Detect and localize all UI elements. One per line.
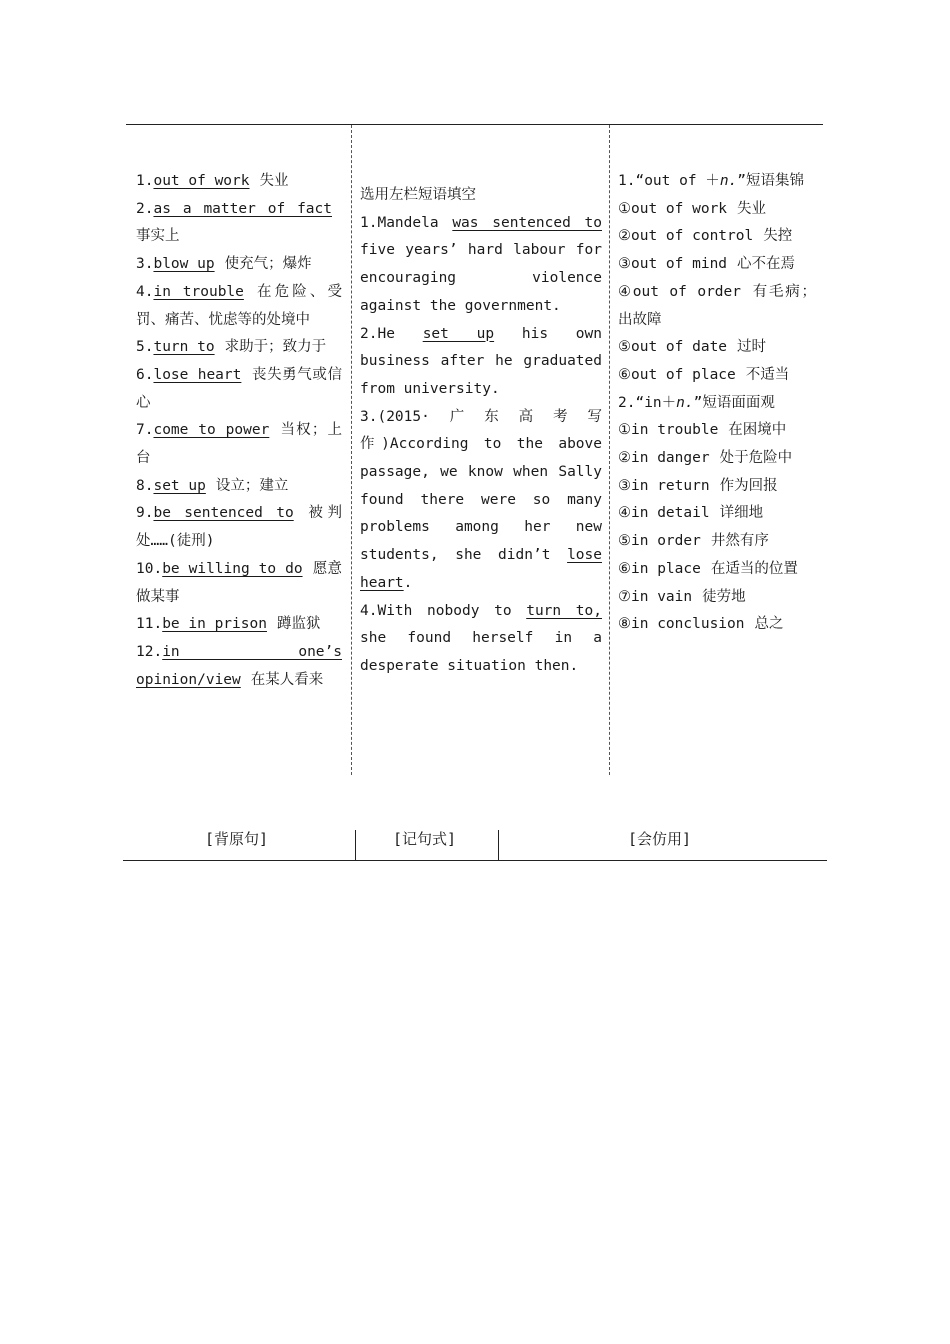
collection-item: ③in return 作为回报	[618, 477, 778, 494]
label-imitate-use: [会仿用]	[628, 830, 692, 848]
phrase-item: 12.in one’s opinion/view 在某人看来	[136, 643, 342, 688]
collection-item: ②out of control 失控	[618, 228, 793, 245]
phrase-collection-column	[618, 168, 816, 639]
phrase-item: 11.be in prison 蹲监狱	[136, 616, 321, 633]
collection-item: ⑥in place 在适当的位置	[618, 560, 798, 577]
footer-divider-2	[498, 830, 499, 860]
phrase-item: 4.in trouble 在危险、受罚、痛苦、忧虑等的处境中	[136, 283, 342, 328]
collection-item: ②in danger 处于危险中	[618, 450, 793, 467]
collection-item: ⑥out of place 不适当	[618, 366, 790, 383]
table-top-rule	[126, 124, 823, 125]
collection-item: ④out of order 有毛病；出故障	[618, 283, 816, 328]
phrase-item: 10.be willing to do 愿意做某事	[136, 560, 342, 605]
exercise-question-4: 4.With nobody to turn to, she found herself in a desperate situation then.	[360, 602, 602, 674]
phrase-item: 3.blow up 使充气；爆炸	[136, 256, 312, 273]
column-divider-right	[609, 125, 610, 775]
collection-item: ⑦in vain 徒劳地	[618, 588, 746, 605]
phrase-item: 8.set up 设立；建立	[136, 477, 289, 494]
phrase-item: 2.as a matter of fact事实上	[136, 200, 332, 245]
phrase-item: 5.turn to 求助于；致力于	[136, 339, 327, 356]
phrase-item: 6.lose heart 丧失勇气或信心	[136, 366, 342, 411]
collection-item: ⑤in order 井然有序	[618, 533, 769, 550]
fill-in-exercise-column	[360, 182, 602, 681]
phrase-list-column	[136, 168, 342, 694]
collection-item: ⑧in conclusion 总之	[618, 616, 784, 633]
collection-item: ⑤out of date 过时	[618, 339, 767, 356]
phrase-item: 9.be sentenced to 被判处……(徒刑)	[136, 505, 343, 550]
footer-divider-1	[355, 830, 356, 860]
phrase-item: 1.out of work 失业	[136, 173, 289, 189]
exercise-heading: 选用左栏短语填空	[360, 187, 476, 203]
phrase-item: 7.come to power 当权；上台	[136, 422, 342, 467]
label-memorize-pattern: [记句式]	[393, 830, 457, 848]
column-divider-left	[351, 125, 352, 775]
footer-bottom-rule	[123, 860, 827, 861]
collection-item: ①out of work 失业	[618, 200, 767, 217]
exercise-question-1: 1.Mandela was sentenced to five years’ hard labour for encouraging violence against the government.	[360, 214, 602, 314]
collection-item: ③out of mind 心不在焉	[618, 256, 796, 273]
exercise-question-3: 3.(2015·广东高考写作)According to the above passage, we know when Sally found there were so many problems among her new students, she didn’t lose heart.	[360, 408, 602, 591]
collection-item: ①in trouble 在困境中	[618, 422, 787, 439]
collection-item: ④in detail 详细地	[618, 505, 764, 522]
label-recite-sentence: [背原句]	[205, 830, 269, 848]
section-title-in: 2.“in＋n.”短语面面观	[618, 394, 775, 411]
section-title-out-of: 1.“out of ＋n.”短语集锦	[618, 173, 805, 189]
exercise-question-2: 2.He set up his own business after he graduated from university.	[360, 325, 602, 397]
